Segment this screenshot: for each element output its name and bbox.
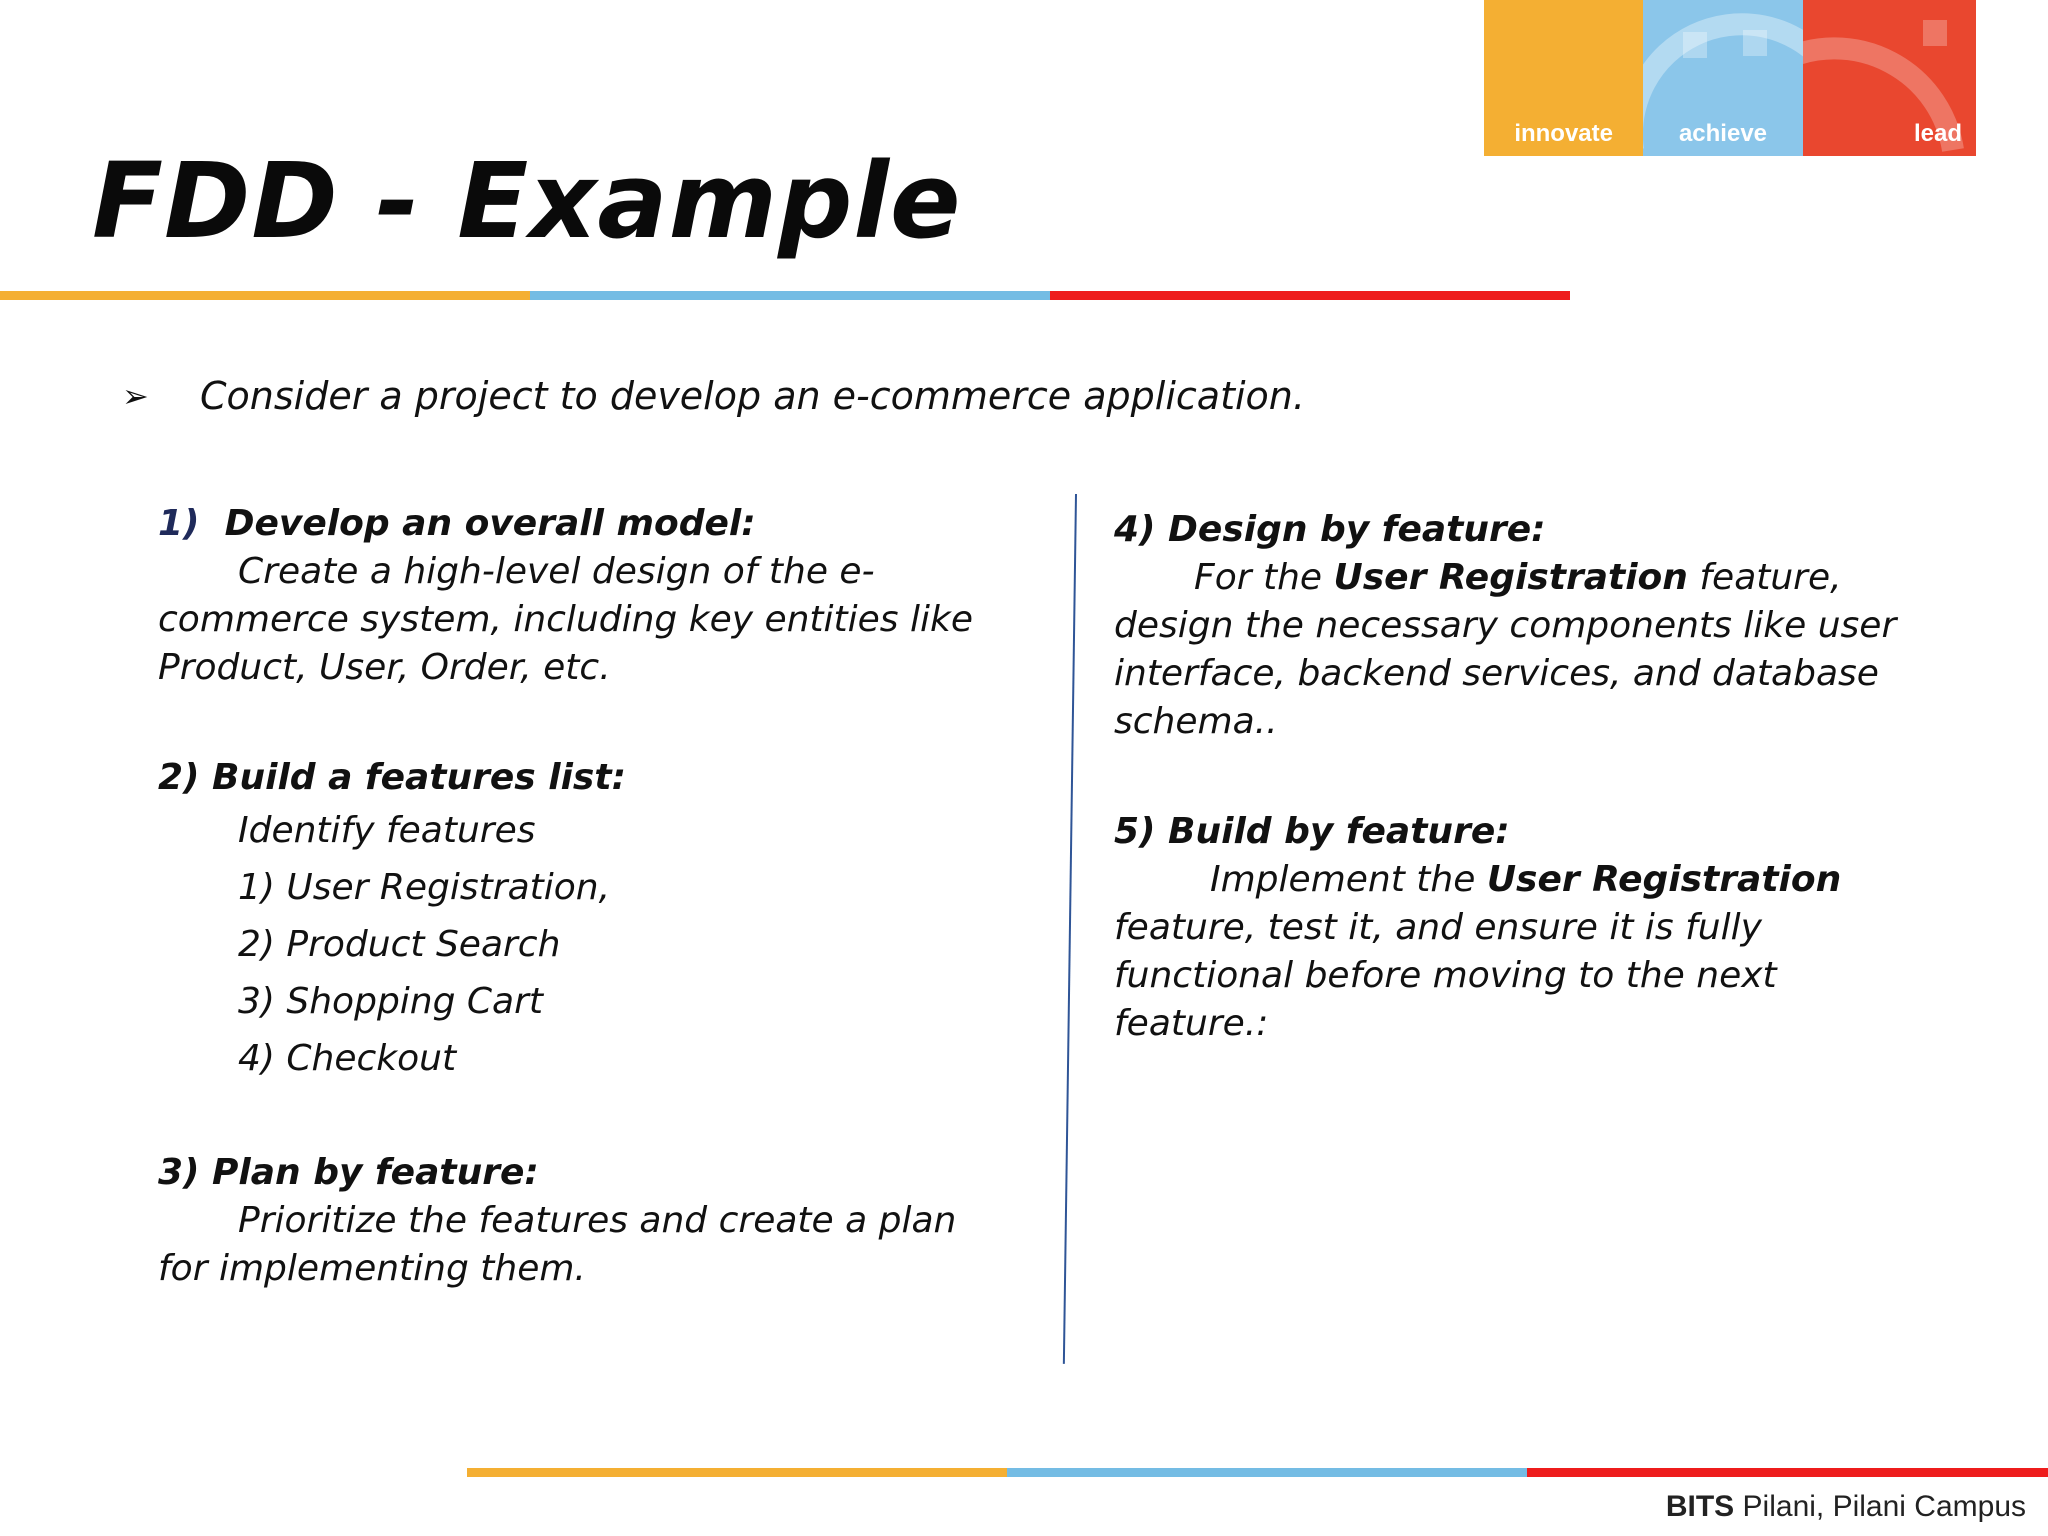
- intro-line: [122, 374, 1305, 418]
- section-1-heading: [158, 500, 973, 548]
- arrowhead-bullet-icon: ➢: [122, 377, 149, 415]
- section-4-line-3: interface, backend services, and database: [1114, 653, 1879, 694]
- logo-segment-achieve: [1643, 0, 1802, 156]
- title-divider-orange: [0, 291, 530, 300]
- slide-title: FDD - Example: [92, 140, 962, 262]
- right-column: [1114, 506, 1896, 1048]
- bits-logo: [1484, 0, 1976, 156]
- section-4-heading: 4) Design by feature:: [1114, 509, 1546, 550]
- column-divider: [1063, 494, 1077, 1364]
- section-2-heading: 2) Build a features list:: [158, 757, 626, 798]
- footer-brand: BITS: [1665, 1490, 1735, 1523]
- title-divider-blue: [530, 291, 1050, 300]
- section-5-pre: Implement the: [1210, 859, 1487, 900]
- section-4-pre: For the: [1194, 557, 1334, 598]
- section-5-line-2: feature, test it, and ensure it is fully: [1114, 907, 1762, 948]
- footer-campus: [1666, 1490, 2026, 1524]
- section-5-heading: 5) Build by feature:: [1114, 811, 1510, 852]
- section-1-line-2: commerce system, including key entities like: [158, 599, 974, 640]
- title-divider-red: [1050, 291, 1570, 300]
- section-3-line-2: for implementing them.: [158, 1248, 586, 1289]
- section-5-bold: User Registration: [1486, 859, 1842, 900]
- section-4-line-4: schema..: [1114, 701, 1278, 742]
- section-3-heading: 3) Plan by feature:: [158, 1152, 539, 1193]
- section-5-line-3: functional before moving to the next: [1114, 955, 1777, 996]
- footer-divider-blue: [1007, 1468, 1527, 1477]
- logo-word-innovate: innovate: [1514, 120, 1613, 147]
- logo-segment-innovate: [1484, 0, 1643, 156]
- logo-word-lead: lead: [1913, 120, 1962, 147]
- section-5-line-4: feature.:: [1114, 1003, 1269, 1044]
- feature-list-item: 1) User Registration,: [238, 867, 611, 908]
- left-column: [158, 500, 973, 1293]
- section-4-post: feature,: [1687, 557, 1842, 598]
- section-3-line-1: Prioritize the features and create a plan: [238, 1200, 957, 1241]
- section-2-intro: Identify features: [238, 810, 536, 851]
- section-4-bold: User Registration: [1333, 557, 1688, 598]
- section-1-title: Develop an overall model:: [224, 503, 756, 544]
- footer-divider-orange: [467, 1468, 1007, 1477]
- feature-list-item: 2) Product Search: [238, 924, 561, 965]
- footer-divider-red: [1527, 1468, 2048, 1477]
- logo-segment-lead: [1803, 0, 1976, 156]
- feature-list-item: 4) Checkout: [238, 1038, 457, 1079]
- section-4-line-1: [1114, 554, 1896, 602]
- footer-campus-text: Pilani, Pilani Campus: [1734, 1490, 2026, 1523]
- logo-word-achieve: achieve: [1678, 120, 1768, 147]
- section-5-line-1: [1114, 856, 1896, 904]
- section-4-line-2: design the necessary components like user: [1114, 605, 1897, 646]
- section-1-number: 1): [158, 503, 200, 544]
- section-1-line-1: Create a high-level design of the e-: [238, 551, 875, 592]
- section-1-line-3: Product, User, Order, etc.: [158, 647, 611, 688]
- intro-text: Consider a project to develop an e-commerce application.: [200, 374, 1305, 418]
- feature-list-item: 3) Shopping Cart: [238, 981, 544, 1022]
